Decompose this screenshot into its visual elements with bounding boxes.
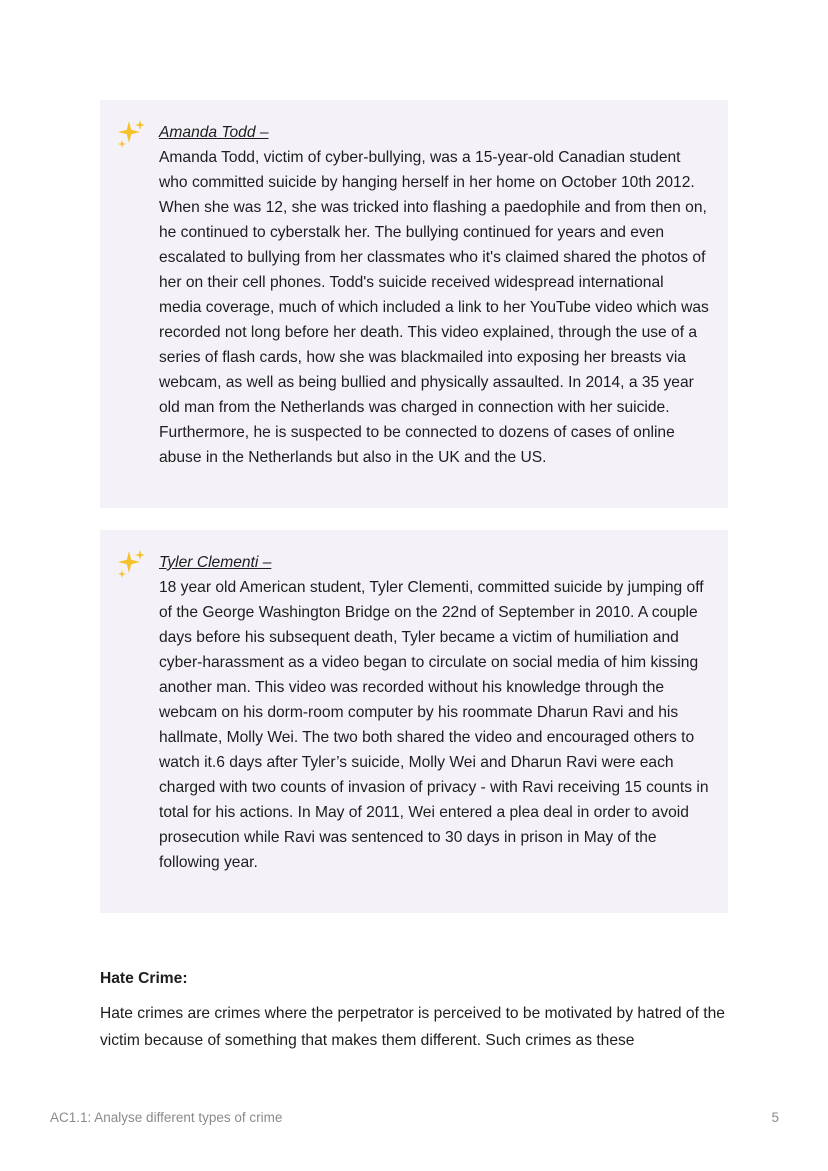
page-number: 5	[771, 1110, 779, 1125]
sparkles-icon	[116, 548, 148, 580]
callout-amanda-todd	[100, 100, 728, 508]
footer-title: AC1.1: Analyse different types of crime	[50, 1110, 283, 1125]
callout-tyler-clementi	[100, 530, 728, 913]
callout-title: Amanda Todd –	[159, 124, 269, 141]
callout-title: Tyler Clementi –	[159, 554, 272, 571]
section-heading: Hate Crime:	[100, 970, 188, 987]
callout-body: Amanda Todd, victim of cyber-bullying, was a 15-year-old Canadian student who committed suicide by hanging herself in her home on October 10th 2012. When she was 12, she was tricked into flashing a paedophile and from then on, he continued to cyberstalk her. The bullying continued for years and even escalated to bullying from her classmates who it's claimed shared the photos of her on their cell phones. Todd's suicide received widespread international media coverage, much of which included a link to her YouTube video which was recorded not long before her death. This video explained, through the use of a series of flash cards, how she was blackmailed into exposing her breasts via webcam, as well as being bullied and physically assaulted. In 2014, a 35 year old man from the Netherlands was charged in connection with her suicide. Furthermore, he is suspected to be connected to dozens of cases of online abuse in the Netherlands but also in the UK and the US.	[159, 149, 709, 466]
sparkles-icon	[116, 118, 148, 150]
section-paragraph: Hate crimes are crimes where the perpetrator is perceived to be motivated by hatred of the victim because of something that makes them different. Such crimes as these	[100, 1005, 725, 1049]
callout-body: 18 year old American student, Tyler Clementi, committed suicide by jumping off of the George Washington Bridge on the 22nd of September in 2010. A couple days before his subsequent death, Tyler became a victim of humiliation and cyber-harassment as a video began to circulate on social media of him kissing another man. This video was recorded without his knowledge through the webcam on his dorm-room computer by his roommate Dharun Ravi and his hallmate, Molly Wei. The two both shared the video and encouraged others to watch it.6 days after Tyler’s suicide, Molly Wei and Dharun Ravi were each charged with two counts of invasion of privacy - with Ravi receiving 15 counts in total for his actions. In May of 2011, Wei entered a plea deal in order to avoid prosecution while Ravi was sentenced to 30 days in prison in May of the following year.	[159, 579, 709, 871]
